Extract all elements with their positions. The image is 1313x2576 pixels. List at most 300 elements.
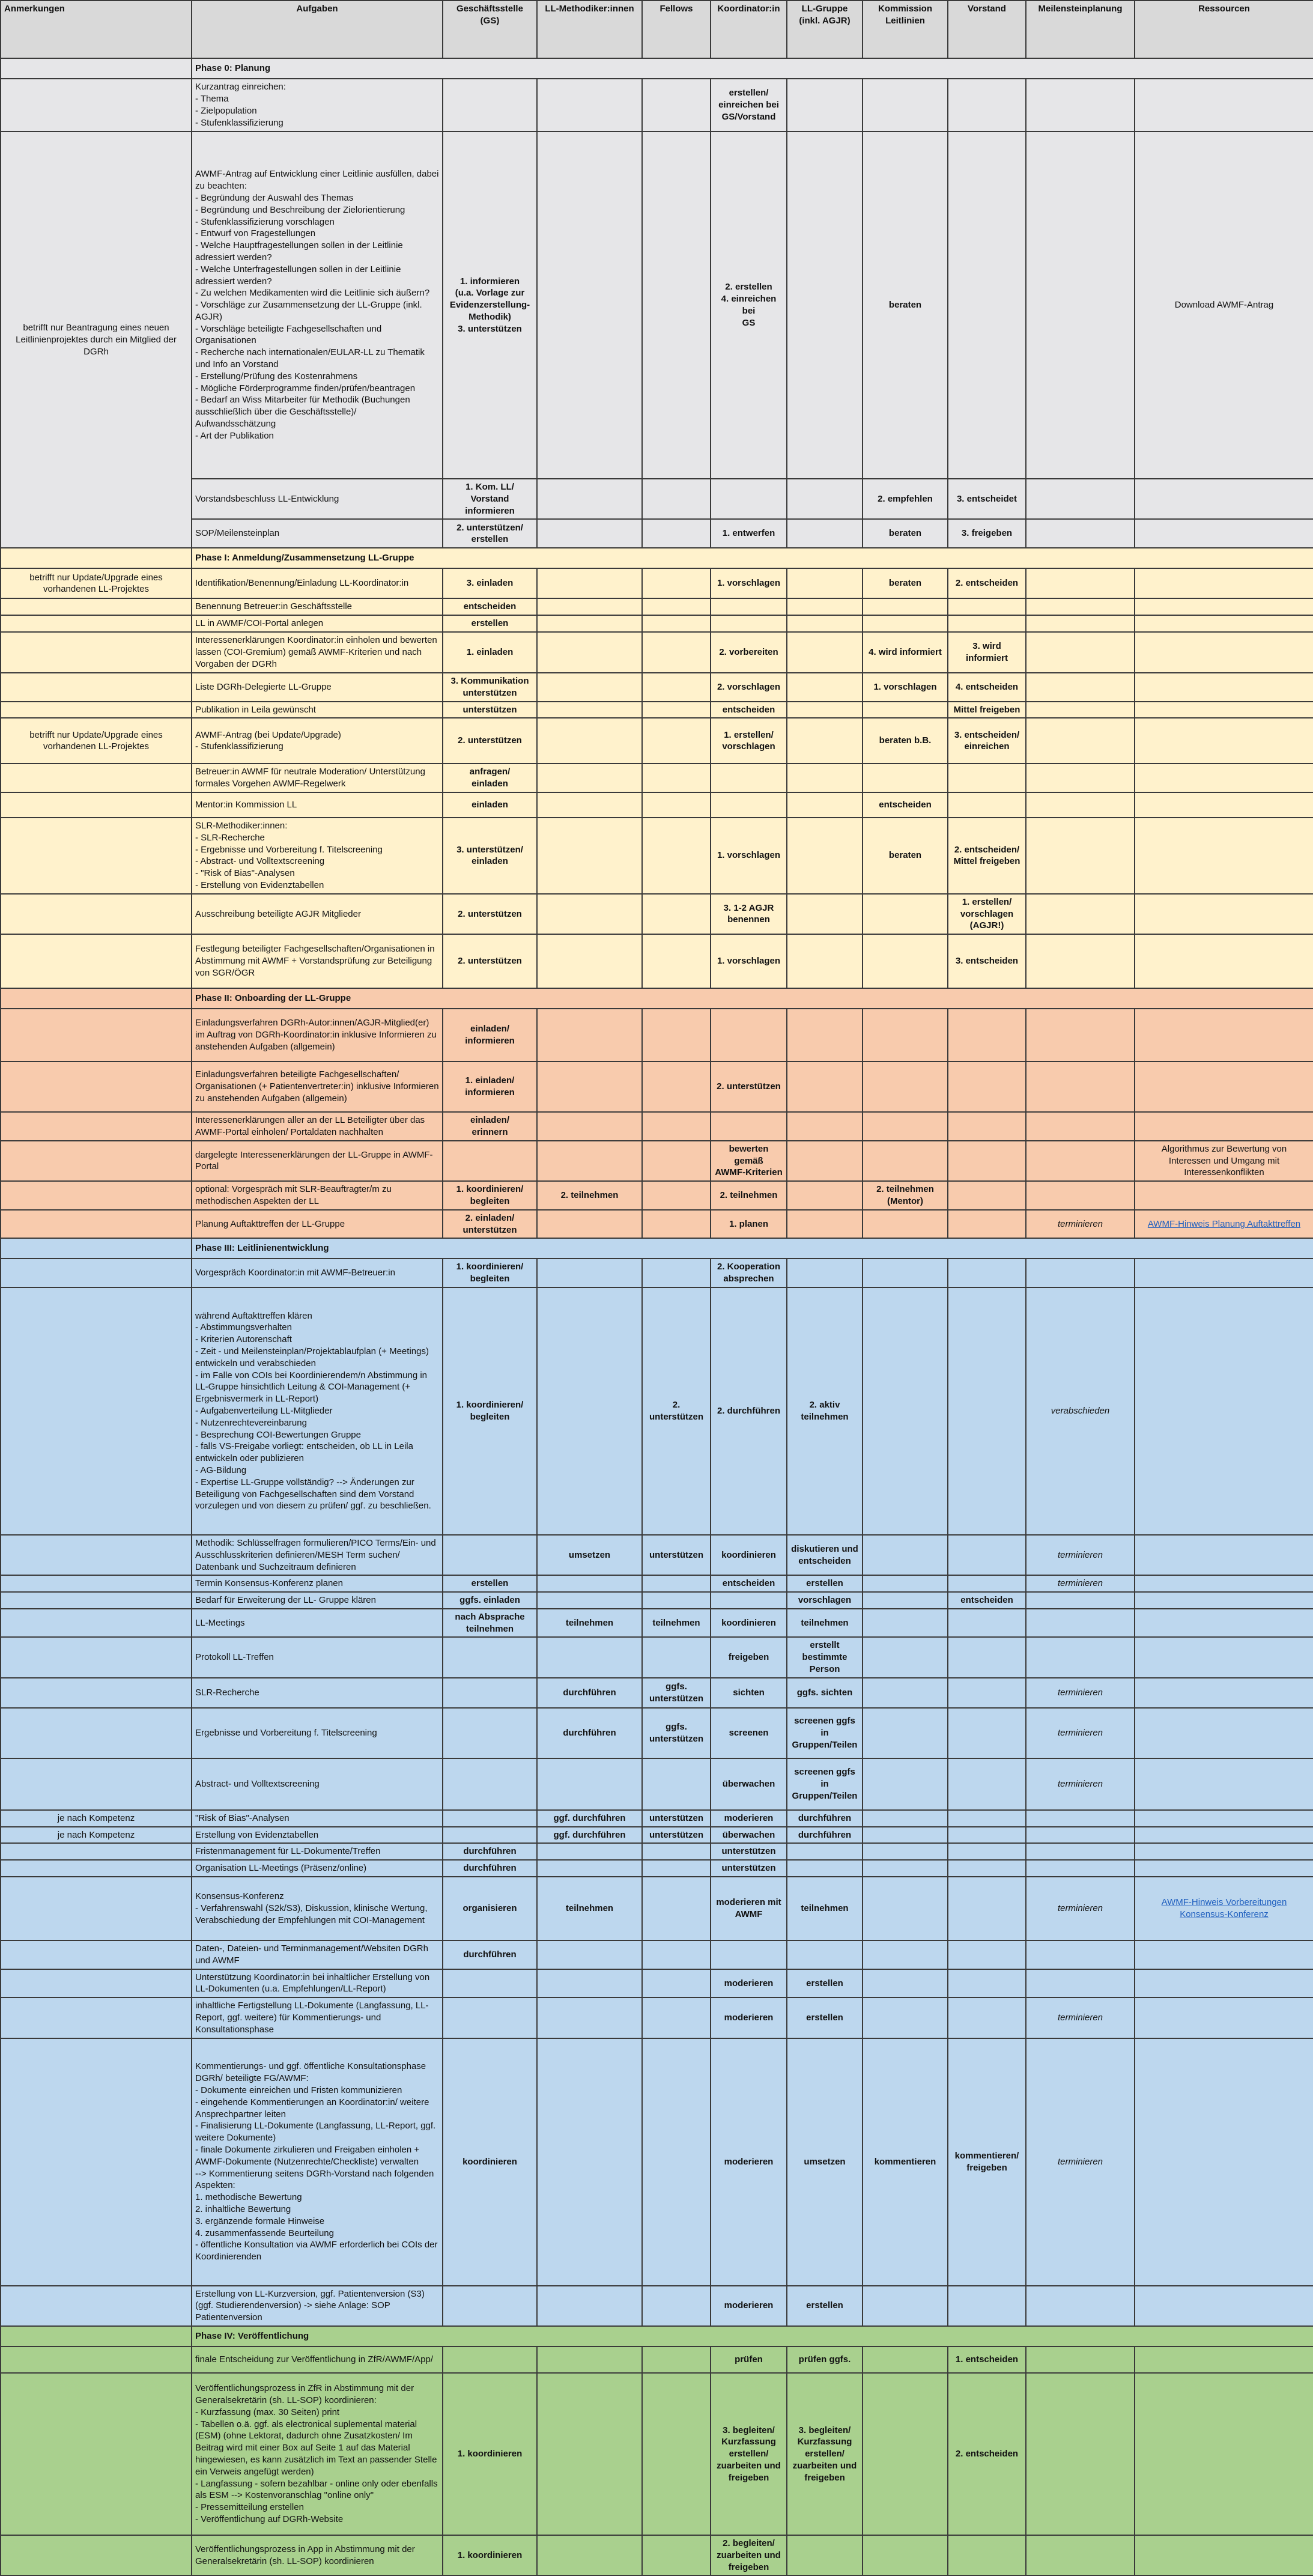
role-cell — [642, 673, 711, 702]
role-cell — [711, 598, 787, 615]
role-cell: durchführen — [443, 1843, 537, 1860]
task-cell: LL-Meetings — [192, 1609, 443, 1638]
role-cell — [863, 1141, 948, 1181]
note-cell — [1, 1708, 192, 1758]
role-cell: 2. einladen/ unterstützen — [443, 1210, 537, 1239]
role-cell — [948, 1112, 1026, 1141]
role-cell — [642, 718, 711, 764]
role-cell — [787, 519, 863, 548]
role-cell — [863, 1678, 948, 1708]
role-cell: durchführen — [537, 1708, 642, 1758]
role-cell: 2. unterstützen/ erstellen — [443, 519, 537, 548]
task-cell: Abstract- und Volltextscreening — [192, 1758, 443, 1810]
task-row — [1, 1637, 1313, 1677]
role-cell: bewerten gemäß AWMF-Kriterien — [711, 1141, 787, 1181]
role-cell — [537, 479, 642, 519]
task-row — [1, 818, 1313, 894]
role-cell — [443, 2286, 537, 2326]
role-cell: teilnehmen — [537, 1609, 642, 1638]
column-header: Anmerkungen — [1, 1, 192, 58]
role-cell: beraten — [863, 519, 948, 548]
task-cell: Veröffentlichungsprozess in ZfR in Abstimmung mit der Generalsekretärin (sh. LL-SOP) koordinieren: - Kurzfassung (max. 30 Seiten) print - Tabellen o.ä. ggf. als electronical suplemental material (ESM) (ohne Lektorat, dadurch ohne Zusatzkosten/ Im Beitrag wird mit einer Box auf Seite 1 auf das Material hingewiesen, es kann zusätzlich im Text an passender Stelle ein Verweis angefügt werden) - Langfassung - sofern bezahlbar - online only oder ebenfalls als ESM --> Kostenvoranschlag "online only" - Pressemitteilung erstellen - Veröffentlichung auf DGRh-Website — [192, 2373, 443, 2535]
role-cell: unterstützen — [642, 1827, 711, 1844]
role-cell: 1. vorschlagen — [863, 673, 948, 702]
task-row — [1, 792, 1313, 818]
role-cell — [642, 1181, 711, 1210]
milestone-cell — [1026, 934, 1135, 988]
milestone-cell — [1026, 1860, 1135, 1877]
role-cell — [787, 479, 863, 519]
task-row — [1, 1210, 1313, 1239]
role-cell: moderieren mit AWMF — [711, 1877, 787, 1940]
role-cell — [948, 1997, 1026, 2038]
milestone-cell — [1026, 568, 1135, 598]
note-cell — [1, 1860, 192, 1877]
role-cell — [537, 1112, 642, 1141]
resource-cell — [1135, 718, 1313, 764]
resource-cell — [1135, 1535, 1313, 1575]
role-cell — [642, 2373, 711, 2535]
role-cell: 1. einladen/ informieren — [443, 1062, 537, 1112]
resource-cell — [1135, 894, 1313, 934]
role-cell — [863, 1592, 948, 1609]
note-cell: je nach Kompetenz — [1, 1827, 192, 1844]
role-cell: ggfs. einladen — [443, 1592, 537, 1609]
note-cell — [1, 632, 192, 673]
task-row — [1, 479, 1313, 519]
note-cell — [1, 1758, 192, 1810]
resource-cell — [1135, 1609, 1313, 1638]
task-cell: Ausschreibung beteiligte AGJR Mitglieder — [192, 894, 443, 934]
milestone-cell: terminieren — [1026, 1997, 1135, 2038]
resource-cell — [1135, 1575, 1313, 1592]
task-row — [1, 1708, 1313, 1758]
milestone-cell — [1026, 792, 1135, 818]
role-cell: koordinieren — [443, 2038, 537, 2286]
role-cell — [443, 1708, 537, 1758]
role-cell — [642, 1877, 711, 1940]
role-cell — [787, 598, 863, 615]
role-cell — [948, 1575, 1026, 1592]
role-cell — [537, 934, 642, 988]
role-cell: 2. unterstützen — [642, 1287, 711, 1535]
resource-cell — [1135, 1940, 1313, 1969]
role-cell: 3. wird informiert — [948, 632, 1026, 673]
note-cell — [1, 1637, 192, 1677]
role-cell — [787, 1210, 863, 1239]
role-cell: erstellen — [443, 1575, 537, 1592]
role-cell — [443, 1141, 537, 1181]
milestone-cell — [1026, 1810, 1135, 1827]
role-cell — [787, 1860, 863, 1877]
role-cell: 2. aktiv teilnehmen — [787, 1287, 863, 1535]
role-cell — [537, 673, 642, 702]
task-row — [1, 1997, 1313, 2038]
role-cell — [948, 1009, 1026, 1062]
role-cell — [537, 1287, 642, 1535]
note-cell: betrifft nur Beantragung eines neuen Leitlinienprojektes durch ein Mitglied der DGRh — [1, 132, 192, 548]
role-cell — [863, 1997, 948, 2038]
phase-title: Phase I: Anmeldung/Zusammensetzung LL-Gruppe — [192, 548, 1313, 568]
note-cell — [1, 2326, 192, 2347]
milestone-cell: terminieren — [1026, 1210, 1135, 1239]
role-cell — [537, 568, 642, 598]
role-cell — [787, 1141, 863, 1181]
role-cell: koordinieren — [711, 1535, 787, 1575]
role-cell — [863, 1877, 948, 1940]
role-cell — [537, 2286, 642, 2326]
note-cell — [1, 1877, 192, 1940]
note-cell: je nach Kompetenz — [1, 1810, 192, 1827]
role-cell — [863, 1708, 948, 1758]
milestone-cell — [1026, 1112, 1135, 1141]
role-cell — [787, 1181, 863, 1210]
role-cell: 2. teilnehmen — [537, 1181, 642, 1210]
milestone-cell — [1026, 1009, 1135, 1062]
role-cell: anfragen/ einladen — [443, 764, 537, 792]
role-cell — [787, 702, 863, 718]
resource-cell — [1135, 1637, 1313, 1677]
note-cell: betrifft nur Update/Upgrade eines vorhandenen LL-Projektes — [1, 718, 192, 764]
role-cell — [537, 2535, 642, 2575]
role-cell — [863, 1259, 948, 1287]
role-cell: beraten — [863, 818, 948, 894]
role-cell — [642, 632, 711, 673]
task-cell: Konsensus-Konferenz - Verfahrenswahl (S2k/S3), Diskussion, klinische Wertung, Verabschiedung der Empfehlungen mit COI-Management — [192, 1877, 443, 1940]
role-cell: Mittel freigeben — [948, 702, 1026, 718]
role-cell — [642, 764, 711, 792]
task-cell: Bedarf für Erweiterung der LL- Gruppe klären — [192, 1592, 443, 1609]
role-cell: 1. informieren (u.a. Vorlage zur Evidenzerstellung- Methodik) 3. unterstützen — [443, 132, 537, 479]
task-cell: Interessenerklärungen aller an der LL Beteiligter über das AWMF-Portal einholen/ Portaldaten nachhalten — [192, 1112, 443, 1141]
task-row — [1, 568, 1313, 598]
task-row — [1, 1062, 1313, 1112]
note-cell — [1, 1009, 192, 1062]
task-row — [1, 1877, 1313, 1940]
role-cell — [863, 894, 948, 934]
role-cell: prüfen ggfs. — [787, 2347, 863, 2373]
milestone-cell — [1026, 2535, 1135, 2575]
resource-cell — [1135, 2373, 1313, 2535]
role-cell — [537, 1997, 642, 2038]
role-cell — [863, 1287, 948, 1535]
role-cell: 2. durchführen — [711, 1287, 787, 1535]
role-cell — [443, 1969, 537, 1998]
phase-header-row — [1, 58, 1313, 79]
milestone-cell — [1026, 519, 1135, 548]
resource-cell — [1135, 673, 1313, 702]
role-cell — [863, 1827, 948, 1844]
role-cell — [642, 1860, 711, 1877]
role-cell: 3. unterstützen/ einladen — [443, 818, 537, 894]
task-cell: während Auftakttreffen klären - Abstimmungsverhalten - Kriterien Autorenschaft - Zeit - und Meilensteinplan/Projektablaufplan (+ Meetings) entwickeln und verabschieden - im Falle von COIs bei Koordinierendem/n Abstimmung in LL-Gruppe hinsichtlich Leitung & COI-Management (+ Ergebnisvermerk in LL-Report) - Aufgabenverteilung LL-Mitglieder - Nutzenrechtevereinbarung - Besprechung COI-Bewertungen Gruppe - falls VS-Freigabe vorliegt: entscheiden, ob LL in Leila entwickeln oder publizieren - AG-Bildung - Expertise LL-Gruppe vollständig? --> Änderungen zur Beteiligung von Fachgesellschaften sind dem Vorstand vorzulegen und von diesem zu prüfen/ ggf. zu beschließen. — [192, 1287, 443, 1535]
role-cell — [537, 1969, 642, 1998]
role-cell — [642, 894, 711, 934]
note-cell: betrifft nur Update/Upgrade eines vorhandenen LL-Projektes — [1, 568, 192, 598]
role-cell: 3. einladen — [443, 568, 537, 598]
role-cell — [642, 1997, 711, 2038]
task-cell: Mentor:in Kommission LL — [192, 792, 443, 818]
task-row — [1, 1827, 1313, 1844]
note-cell — [1, 988, 192, 1009]
task-row — [1, 2286, 1313, 2326]
task-cell: LL in AWMF/COI-Portal anlegen — [192, 615, 443, 632]
milestone-cell — [1026, 2373, 1135, 2535]
role-cell: teilnehmen — [537, 1877, 642, 1940]
role-cell: moderieren — [711, 2038, 787, 2286]
role-cell — [787, 764, 863, 792]
role-cell — [711, 615, 787, 632]
role-cell — [642, 2038, 711, 2286]
role-cell — [948, 2535, 1026, 2575]
role-cell: erstellen — [443, 615, 537, 632]
role-cell — [787, 894, 863, 934]
role-cell — [537, 519, 642, 548]
phase-title: Phase III: Leitlinienentwicklung — [192, 1238, 1313, 1259]
column-header: Koordinator:in — [711, 1, 787, 58]
role-cell — [948, 1210, 1026, 1239]
resource-cell — [1135, 632, 1313, 673]
role-cell — [948, 1678, 1026, 1708]
role-cell — [537, 2038, 642, 2286]
note-cell — [1, 1181, 192, 1210]
role-cell — [948, 764, 1026, 792]
task-cell: Kommentierungs- und ggf. öffentliche Konsultationsphase DGRh/ beteiligte FG/AWMF: - Dokumente einreichen und Fristen kommunizieren - eingehende Kommentierungen an Koordinator:in/ weitere Ansprechpartner leiten - Finalisierung LL-Dokumente (Langfassung, LL-Report, ggf. weitere Dokumente) - finale Dokumente zirkulieren und Freigaben einholen + AWMF-Dokumente (Nutzenrechte/Checkliste) verwalten --> Kommentierung seitens DGRh-Vorstand nach folgenden Aspekten: 1. methodische Bewertung 2. inhaltliche Bewertung 3. ergänzende formale Hinweise 4. zusammenfassende Beurteilung - öffentliche Konsultation via AWMF erforderlich bei COIs der Koordinierenden — [192, 2038, 443, 2286]
role-cell — [787, 718, 863, 764]
role-cell — [863, 2373, 948, 2535]
milestone-cell: verabschieden — [1026, 1287, 1135, 1535]
role-cell: kommentieren — [863, 2038, 948, 2286]
milestone-cell — [1026, 2286, 1135, 2326]
task-cell: Benennung Betreuer:in Geschäftsstelle — [192, 598, 443, 615]
role-cell — [948, 1827, 1026, 1844]
note-cell — [1, 764, 192, 792]
resource-cell — [1135, 1758, 1313, 1810]
column-header: Aufgaben — [192, 1, 443, 58]
note-cell — [1, 2535, 192, 2575]
column-header: Fellows — [642, 1, 711, 58]
role-cell: erstellen — [787, 2286, 863, 2326]
role-cell — [863, 2347, 948, 2373]
role-cell: 2. erstellen 4. einreichen bei GS — [711, 132, 787, 479]
role-cell — [863, 2535, 948, 2575]
role-cell — [711, 792, 787, 818]
task-cell: Identifikation/Benennung/Einladung LL-Koordinator:in — [192, 568, 443, 598]
role-cell: 1. koordinieren — [443, 2373, 537, 2535]
note-cell — [1, 1259, 192, 1287]
role-cell — [537, 632, 642, 673]
resource-cell — [1135, 568, 1313, 598]
role-cell — [948, 1810, 1026, 1827]
role-cell — [537, 1259, 642, 1287]
note-cell — [1, 2373, 192, 2535]
role-cell: organisieren — [443, 1877, 537, 1940]
resource-cell — [1135, 615, 1313, 632]
role-cell: entscheiden — [863, 792, 948, 818]
role-cell — [537, 1009, 642, 1062]
role-cell: 2. entscheiden/ Mittel freigeben — [948, 818, 1026, 894]
resource-cell — [1135, 79, 1313, 132]
role-cell — [948, 1940, 1026, 1969]
role-cell: 2. teilnehmen (Mentor) — [863, 1181, 948, 1210]
task-cell: "Risk of Bias"-Analysen — [192, 1810, 443, 1827]
column-header: Geschäftsstelle (GS) — [443, 1, 537, 58]
note-cell — [1, 79, 192, 132]
role-cell — [948, 598, 1026, 615]
note-cell — [1, 1678, 192, 1708]
task-row — [1, 1009, 1313, 1062]
milestone-cell — [1026, 1181, 1135, 1210]
resource-cell — [1135, 1810, 1313, 1827]
role-cell — [537, 792, 642, 818]
milestone-cell — [1026, 1259, 1135, 1287]
task-row — [1, 519, 1313, 548]
role-cell — [787, 79, 863, 132]
role-cell — [863, 702, 948, 718]
role-cell: 3. entscheidet — [948, 479, 1026, 519]
role-cell — [948, 1535, 1026, 1575]
role-cell — [642, 2347, 711, 2373]
role-cell — [537, 1637, 642, 1677]
task-row — [1, 132, 1313, 479]
role-cell — [948, 1287, 1026, 1535]
resource-cell — [1135, 1259, 1313, 1287]
task-cell: Protokoll LL-Treffen — [192, 1637, 443, 1677]
role-cell: teilnehmen — [787, 1609, 863, 1638]
role-cell — [863, 1860, 948, 1877]
role-cell: 2. unterstützen — [443, 894, 537, 934]
task-row — [1, 1860, 1313, 1877]
resource-cell — [1135, 1708, 1313, 1758]
role-cell — [711, 1940, 787, 1969]
role-cell — [863, 1009, 948, 1062]
task-row — [1, 2373, 1313, 2535]
role-cell: durchführen — [443, 1940, 537, 1969]
task-cell: Methodik: Schlüsselfragen formulieren/PICO Terms/Ein- und Ausschlusskriterien definieren/MESH Term suchen/ Datenbank und Suchzeitraum definieren — [192, 1535, 443, 1575]
role-cell — [642, 1112, 711, 1141]
role-cell — [863, 1535, 948, 1575]
resource-link[interactable]: AWMF-Hinweis Planung Auftakttreffen — [1147, 1218, 1301, 1229]
role-cell: koordinieren — [711, 1609, 787, 1638]
role-cell — [787, 1843, 863, 1860]
role-cell: 1. vorschlagen — [711, 818, 787, 894]
role-cell: 1. koordinieren/ begleiten — [443, 1259, 537, 1287]
milestone-cell: terminieren — [1026, 1708, 1135, 1758]
role-cell — [711, 1009, 787, 1062]
note-cell — [1, 1575, 192, 1592]
role-cell: 2. empfehlen — [863, 479, 948, 519]
role-cell — [948, 1969, 1026, 1998]
role-cell — [948, 2286, 1026, 2326]
role-cell — [863, 1637, 948, 1677]
role-cell — [537, 615, 642, 632]
role-cell: kommentieren/ freigeben — [948, 2038, 1026, 2286]
role-cell: umsetzen — [787, 2038, 863, 2286]
milestone-cell — [1026, 702, 1135, 718]
role-cell: entscheiden — [948, 1592, 1026, 1609]
role-cell — [537, 894, 642, 934]
role-cell — [711, 1112, 787, 1141]
milestone-cell — [1026, 1592, 1135, 1609]
resource-cell — [1135, 764, 1313, 792]
role-cell: erstellen — [787, 1997, 863, 2038]
resource-cell — [1135, 1062, 1313, 1112]
role-cell — [863, 1758, 948, 1810]
resource-cell — [1135, 1112, 1313, 1141]
task-cell: AWMF-Antrag (bei Update/Upgrade) - Stufenklassifizierung — [192, 718, 443, 764]
milestone-cell: terminieren — [1026, 2038, 1135, 2286]
phase-title: Phase 0: Planung — [192, 58, 1313, 79]
task-cell: Ergebnisse und Vorbereitung f. Titelscreening — [192, 1708, 443, 1758]
task-cell: Unterstützung Koordinator:in bei inhaltlicher Erstellung von LL-Dokumenten (u.a. Empfehlungen/LL-Report) — [192, 1969, 443, 1998]
resource-cell: Algorithmus zur Bewertung von Interessen und Umgang mit Interessenkonflikten — [1135, 1141, 1313, 1181]
task-cell: Interessenerklärungen Koordinator:in einholen und bewerten lassen (COI-Gremium) gemäß AWMF-Kriterien und nach Vorgaben der DGRh — [192, 632, 443, 673]
task-row — [1, 1940, 1313, 1969]
task-cell: Betreuer:in AWMF für neutrale Moderation/ Unterstützung formales Vorgehen AWMF-Regelwerk — [192, 764, 443, 792]
role-cell: 1. vorschlagen — [711, 568, 787, 598]
resource-cell — [1135, 1592, 1313, 1609]
role-cell: ggfs. sichten — [787, 1678, 863, 1708]
role-cell: moderieren — [711, 1810, 787, 1827]
role-cell: entscheiden — [711, 1575, 787, 1592]
resource-cell — [1135, 1827, 1313, 1844]
task-cell: Veröffentlichungsprozess in App in Abstimmung mit der Generalsekretärin (sh. LL-SOP) koordinieren — [192, 2535, 443, 2575]
role-cell — [443, 1827, 537, 1844]
role-cell — [537, 1062, 642, 1112]
role-cell: 3. Kommunikation unterstützen — [443, 673, 537, 702]
task-cell: SLR-Recherche — [192, 1678, 443, 1708]
task-cell: Termin Konsensus-Konferenz planen — [192, 1575, 443, 1592]
role-cell: screenen ggfs in Gruppen/Teilen — [787, 1758, 863, 1810]
role-cell: screenen ggfs in Gruppen/Teilen — [787, 1708, 863, 1758]
role-cell — [443, 2347, 537, 2373]
role-cell — [863, 1575, 948, 1592]
role-cell: 1. erstellen/ vorschlagen — [711, 718, 787, 764]
role-cell: moderieren — [711, 1997, 787, 2038]
role-cell: unterstützen — [642, 1535, 711, 1575]
role-cell: einladen — [443, 792, 537, 818]
role-cell — [642, 1210, 711, 1239]
role-cell: erstellen — [787, 1575, 863, 1592]
note-cell — [1, 1535, 192, 1575]
task-cell: Vorstandsbeschluss LL-Entwicklung — [192, 479, 443, 519]
task-cell: Daten-, Dateien- und Terminmanagement/Websiten DGRh und AWMF — [192, 1940, 443, 1969]
resource-cell — [1135, 1287, 1313, 1535]
role-cell: 3. entscheiden — [948, 934, 1026, 988]
role-cell — [443, 79, 537, 132]
milestone-cell — [1026, 1843, 1135, 1860]
role-cell — [787, 673, 863, 702]
role-cell — [787, 792, 863, 818]
role-cell — [787, 934, 863, 988]
note-cell — [1, 894, 192, 934]
role-cell — [863, 764, 948, 792]
task-row — [1, 702, 1313, 718]
role-cell: 2. unterstützen — [443, 718, 537, 764]
task-cell: Publikation in Leila gewünscht — [192, 702, 443, 718]
role-cell — [642, 1141, 711, 1181]
role-cell — [948, 1843, 1026, 1860]
role-cell — [642, 702, 711, 718]
task-row — [1, 1969, 1313, 1998]
role-cell — [948, 615, 1026, 632]
milestone-cell — [1026, 1141, 1135, 1181]
milestone-cell — [1026, 718, 1135, 764]
resource-link[interactable]: AWMF-Hinweis Vorbereitungen Konsensus-Konferenz — [1161, 1897, 1287, 1920]
note-cell — [1, 1969, 192, 1998]
role-cell: 2. unterstützen — [711, 1062, 787, 1112]
milestone-cell — [1026, 632, 1135, 673]
